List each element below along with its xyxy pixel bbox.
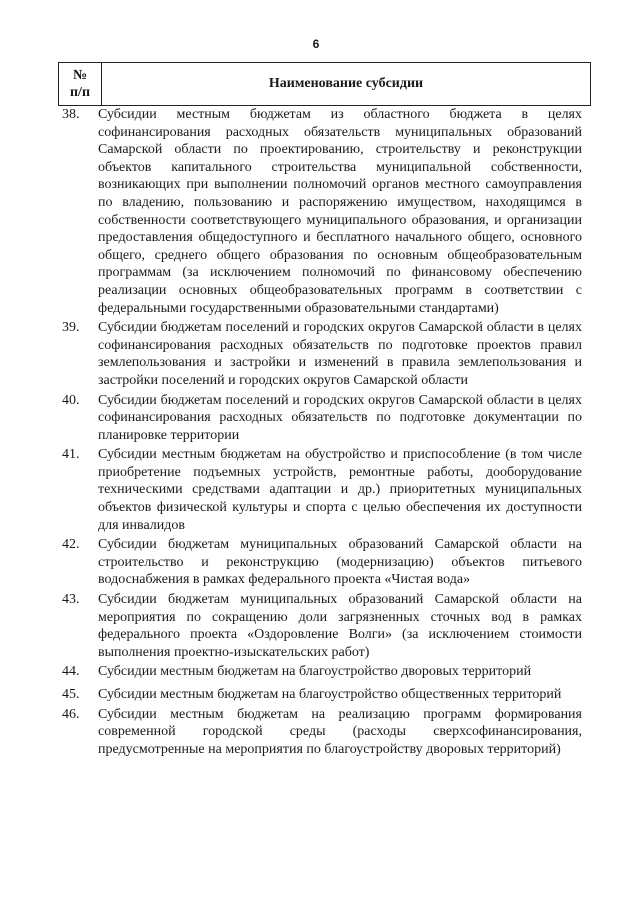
- item-number: 41.: [62, 447, 80, 463]
- item-text: Субсидии бюджетам муниципальных образований Самарской области на мероприятия по сокращению доли загрязненных сточных вод в рамках федерального проекта «Оздоровление Волги» (за исключением стоимости выполнения проектно-изыскательских работ): [98, 592, 582, 660]
- subsidy-item-46: [62, 706, 582, 759]
- item-number: 39.: [62, 320, 80, 336]
- column-header-number-line1: №: [72, 68, 88, 83]
- subsidy-item-42: [62, 536, 582, 589]
- item-text: Субсидии бюджетам муниципальных образований Самарской области на строительство и реконструкцию (модернизацию) объектов питьевого водоснабжения в рамках федерального проекта «Чистая вода»: [98, 537, 582, 588]
- item-text: Субсидии местным бюджетам на благоустройство дворовых территорий: [98, 664, 532, 680]
- column-header-name: Наименование субсидии: [268, 76, 424, 91]
- column-header-number-line2: п/п: [69, 85, 91, 100]
- item-text: Субсидии местным бюджетам на обустройство и приспособление (в том числе приобретение подъемных устройств, ремонтные работы, дооборудование техническими средствами адаптации и др.) приоритетных муниципальных объектов физической культуры и спорта с целью обеспечения их доступности для инвалидов: [98, 447, 582, 533]
- subsidy-item-41: [62, 446, 582, 534]
- item-number: 42.: [62, 537, 80, 553]
- item-number: 46.: [62, 706, 80, 722]
- item-text: Субсидии бюджетам поселений и городских округов Самарской области в целях софинансирования расходных обязательств по подготовке документации по планировке территории: [98, 392, 582, 443]
- item-number: 45.: [62, 687, 80, 702]
- item-number: 44.: [62, 664, 80, 680]
- item-number: 40.: [62, 392, 80, 408]
- subsidy-item-43: [62, 591, 582, 661]
- item-text: Субсидии бюджетам поселений и городских округов Самарской области в целях софинансирования расходных обязательств по подготовке проектов правил землепользования и застройки и изменений в правила землепользования и застройки поселений и городских округов Самарской области: [98, 320, 582, 388]
- table-header: [58, 62, 591, 106]
- subsidy-list: [62, 106, 582, 758]
- subsidy-item-45: [62, 686, 582, 704]
- item-number: 43.: [62, 592, 80, 608]
- item-text: Субсидии местным бюджетам на реализацию программ формирования современной городской среды (расходы сверхсофинансирования, предусмотренные на мероприятия по благоустройству дворовых территорий): [98, 706, 582, 757]
- subsidy-item-39: [62, 319, 582, 389]
- item-number: 38.: [62, 107, 80, 122]
- item-text: Субсидии местным бюджетам на благоустройство общественных территорий: [98, 687, 562, 702]
- subsidy-item-44: [62, 663, 582, 681]
- subsidy-item-40: [62, 392, 582, 445]
- subsidy-item-38: [62, 106, 582, 317]
- page-number: 6: [312, 37, 320, 51]
- column-header-number: [59, 63, 102, 105]
- item-text: Субсидии местным бюджетам из областного бюджета в целях софинансирования расходных обязательств муниципальных образований Самарской области по проектированию, строительству и реконструкции объектов капитального строительства муниципальной собственности, возникающих при выполнении полномочий органов местного самоуправления по владению, пользованию и распоряжению имуществом, находящимся в собственности соответствующего муниципального образования, и организации предоставления общедоступного и бесплатного начального общего, основного общего, среднего общего образования по основным общеобразовательным программам (за исключением полномочий по финансовому обеспечению реализации основных общеобразовательных программ в соответствии с федеральными государственными образовательными стандартами): [98, 107, 582, 316]
